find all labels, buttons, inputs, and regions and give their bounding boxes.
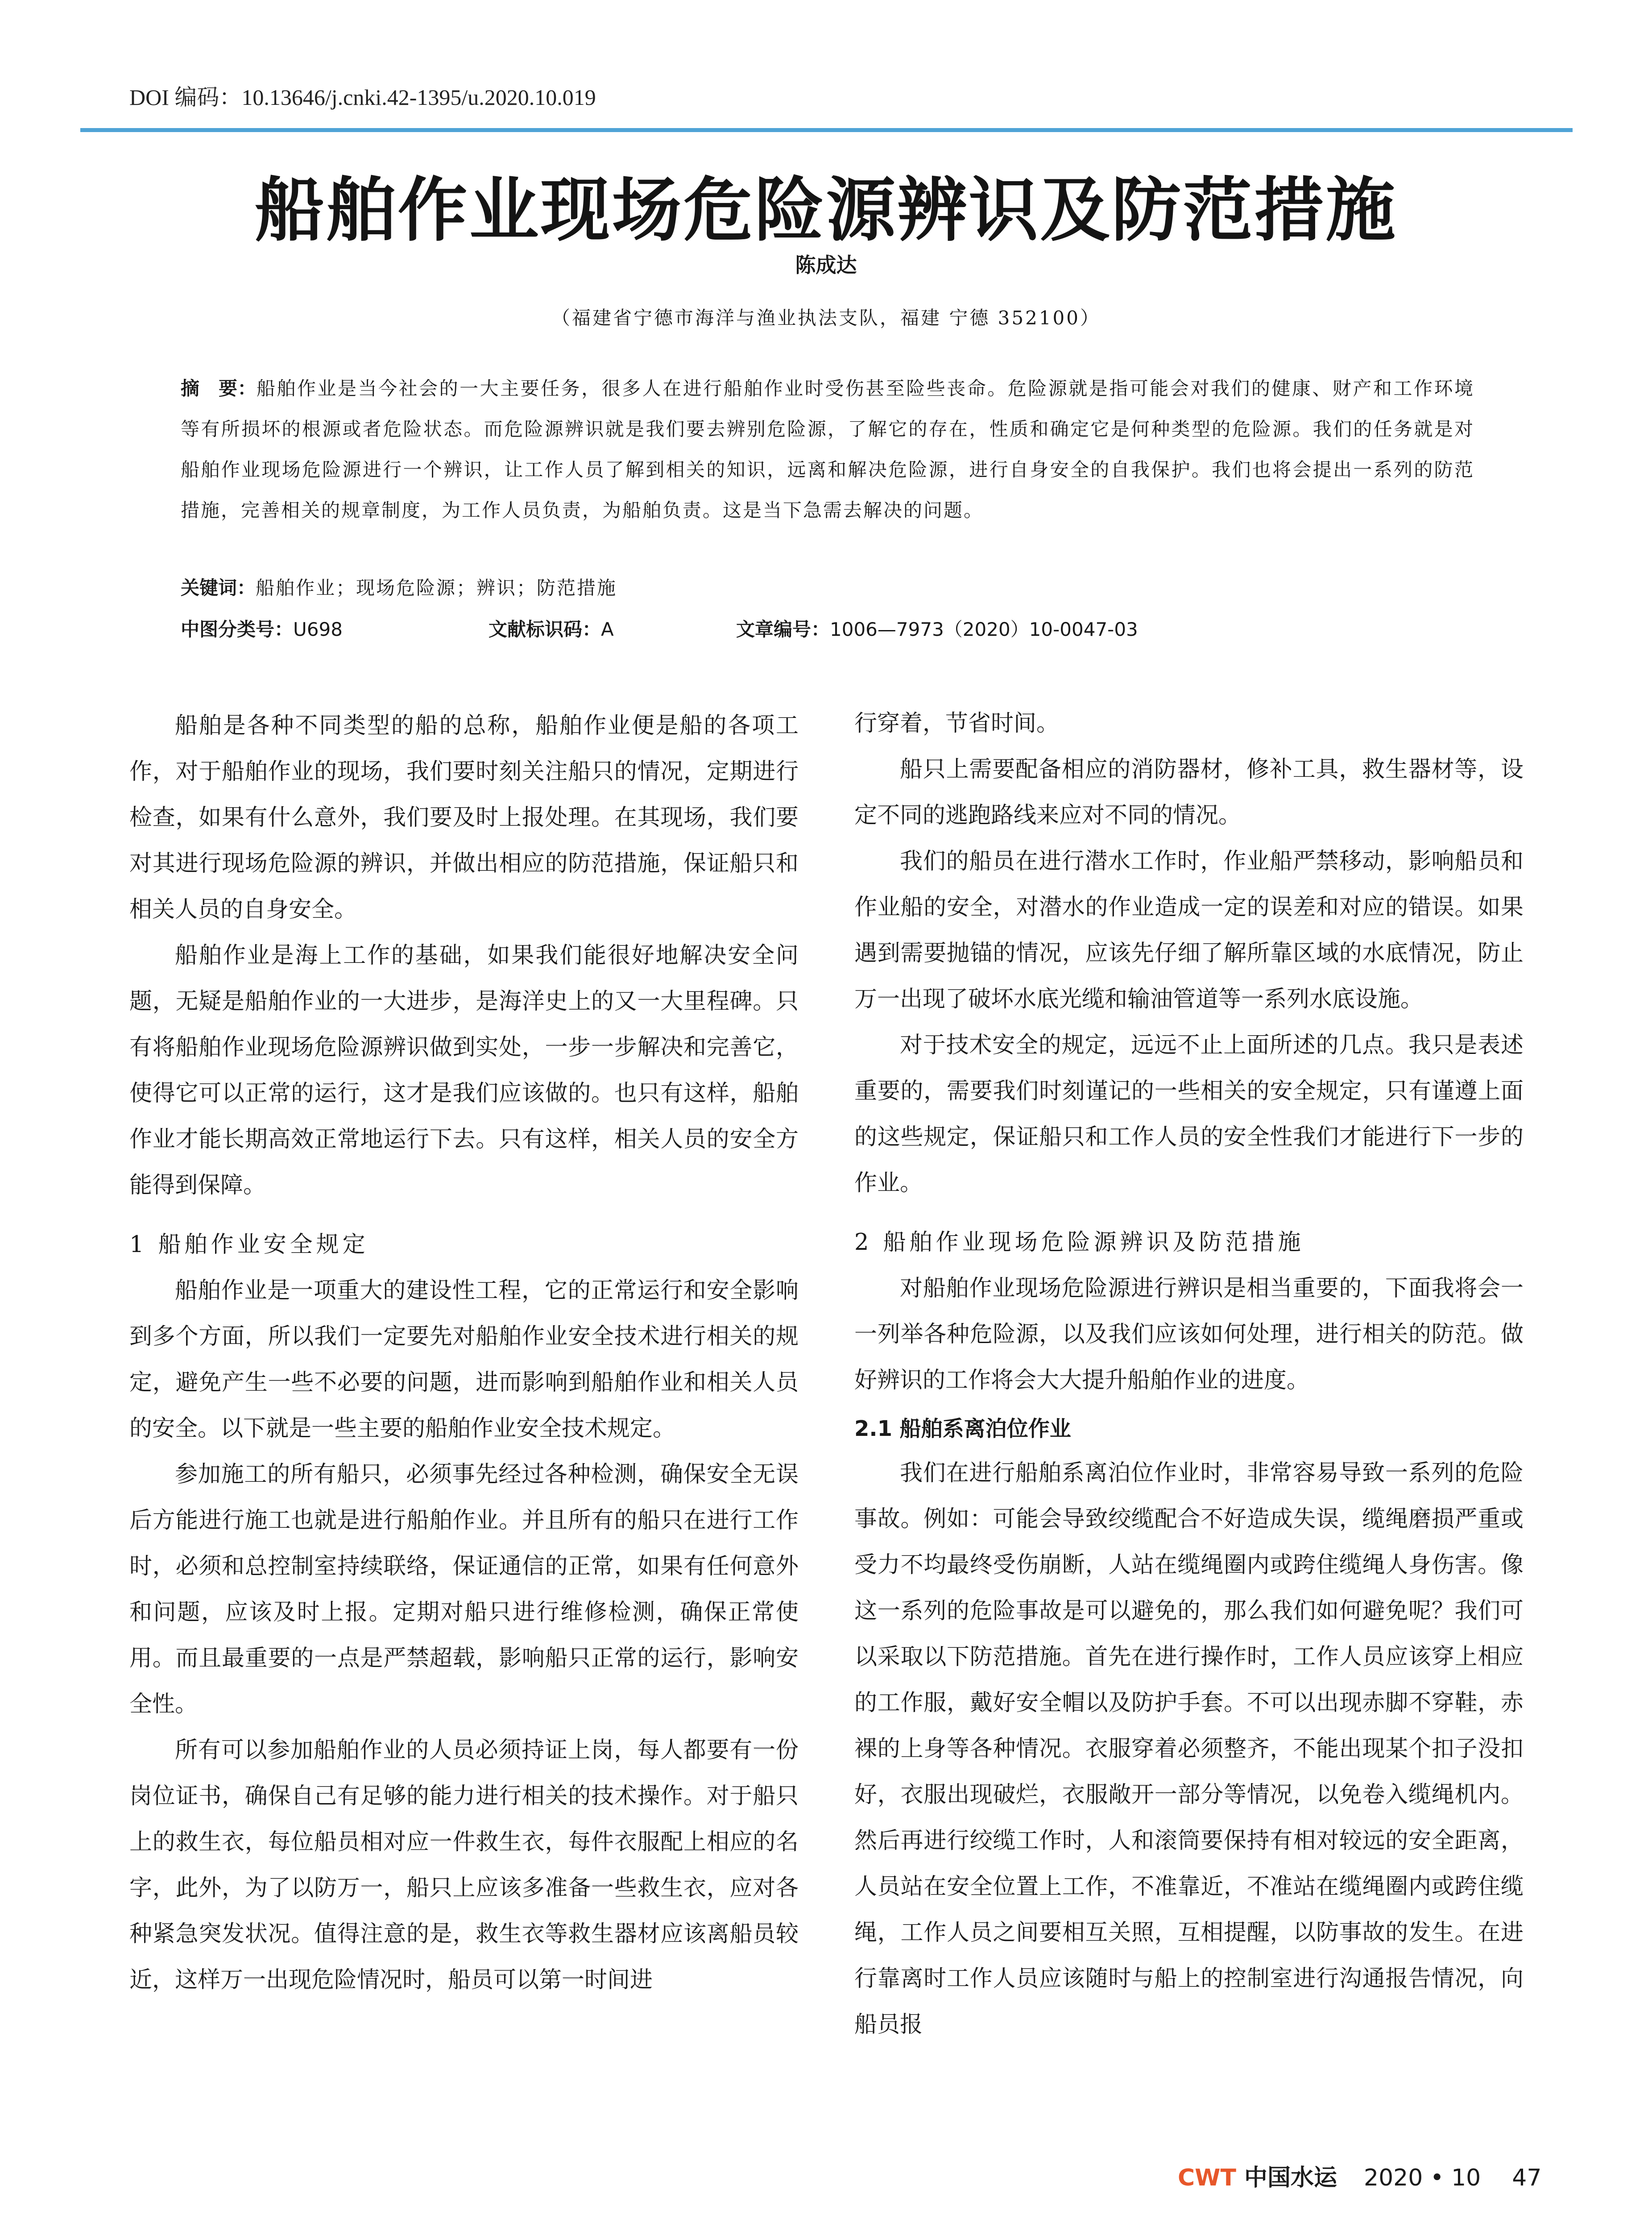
paragraph: 对于技术安全的规定，远远不止上面所述的几点。我只是表述重要的，需要我们时刻谨记的一些相关的安全规定，只有谨遵上面的这些规定，保证船只和工作人员的安全性我们才能进行下一步的作业。: [854, 1032, 1524, 1196]
article-title: 船舶作业现场危险源辨识及防范措施: [255, 170, 1397, 251]
doc-code-label: 文献标识码：: [489, 618, 601, 640]
subsection-heading-2-1: 2.1 船舶系离泊位作业: [854, 1416, 1071, 1441]
section-heading-1: 1 船舶作业安全规定: [129, 1232, 369, 1258]
paragraph: 所有可以参加船舶作业的人员必须持证上岗，每人都要有一份岗位证书，确保自己有足够的能力进行相关的技术操作。对于船只上的救生衣，每位船员相对应一件救生衣，每件衣服配上相应的名字，此外，为了以防万一，船只上应该多准备一些救生衣，应对各种紧急突发状况。值得注意的是，救生衣等救生器材应该离船员较近，这样万一出现危险情况时，船员可以第一时间进: [129, 1737, 799, 1993]
section-heading-2: 2 船舶作业现场危险源辨识及防范措施: [854, 1229, 1304, 1256]
doi-header: DOI 编码：10.13646/j.cnki.42-1395/u.2020.10.019: [129, 85, 596, 110]
paragraph: 船舶是各种不同类型的船的总称，船舶作业便是船的各项工作，对于船舶作业的现场，我们要时刻关注船只的情况，定期进行检查，如果有什么意外，我们要及时上报处理。在其现场，我们要对其进行现场危险源的辨识，并做出相应的防范措施，保证船只和相关人员的自身安全。: [129, 713, 799, 923]
keywords-text: 船舶作业；现场危险源；辨识；防范措施: [256, 577, 617, 599]
paragraph: 我们的船员在进行潜水工作时，作业船严禁移动，影响船员和作业船的安全，对潜水的作业造成一定的误差和对应的错误。如果遇到需要抛锚的情况，应该先仔细了解所靠区域的水底情况，防止万一出现了破坏水底光缆和输油管道等一系列水底设施。: [854, 848, 1524, 1012]
keywords-label: 关键词：: [181, 577, 256, 599]
article-no-field: [736, 615, 1138, 642]
paragraph: 船舶作业是一项重大的建设性工程，它的正常运行和安全影响到多个方面，所以我们一定要先对船舶作业安全技术进行相关的规定，避免产生一些不必要的问题，进而影响到船舶作业和相关人员的安全。以下就是一些主要的船舶作业安全技术规定。: [129, 1277, 799, 1442]
article-author: 陈成达: [795, 253, 857, 277]
author-affiliation: （福建省宁德市海洋与渔业执法支队，福建 宁德 352100）: [551, 307, 1101, 329]
body-column-left: [129, 703, 799, 2003]
paragraph-continued: 行穿着，节省时间。: [854, 710, 1060, 737]
header-rule: [80, 128, 1573, 132]
journal-logo: CWT: [1178, 2165, 1236, 2191]
abstract-text: 船舶作业是当今社会的一大主要任务，很多人在进行船舶作业时受伤甚至险些丧命。危险源就是指可能会对我们的健康、财产和工作环境等有所损坏的根源或者危险状态。而危险源辨识就是我们要去辨别危险源，了解它的存在，性质和确定它是何种类型的危险源。我们的任务就是对船舶作业现场危险源进行一个辨识，让工作人员了解到相关的知识，远离和解决危险源，进行自身安全的自我保护。我们也将会提出一系列的防范措施，完善相关的规章制度，为工作人员负责，为船舶负责。这是当下急需去解决的问题。: [181, 377, 1474, 521]
clc-value: U698: [293, 618, 343, 640]
paragraph: 对船舶作业现场危险源进行辨识是相当重要的，下面我将会一一列举各种危险源，以及我们应该如何处理，进行相关的防范。做好辨识的工作将会大大提升船舶作业的进度。: [854, 1275, 1524, 1393]
paragraph: 船只上需要配备相应的消防器材，修补工具，救生器材等，设定不同的逃跑路线来应对不同的情况。: [854, 756, 1524, 829]
doc-code-field: [489, 615, 614, 642]
issue-number: 2020 • 10: [1364, 2165, 1481, 2191]
body-column-right: [854, 701, 1524, 2048]
abstract-label: 摘 要：: [181, 377, 257, 399]
doc-code-value: A: [601, 618, 614, 640]
article-no-value: 1006—7973（2020）10-0047-03: [830, 618, 1138, 640]
page-number: 47: [1512, 2165, 1542, 2191]
page-footer: [1178, 2159, 1541, 2190]
keywords: [181, 573, 1474, 600]
paragraph: 我们在进行船舶系离泊位作业时，非常容易导致一系列的危险事故。例如：可能会导致绞缆配合不好造成失误，缆绳磨损严重或受力不均最终受伤崩断，人站在缆绳圈内或跨住缆绳人身伤害。像这一系列的危险事故是可以避免的，那么我们如何避免呢？我们可以采取以下防范措施。首先在进行操作时，工作人员应该穿上相应的工作服，戴好安全帽以及防护手套。不可以出现赤脚不穿鞋，赤裸的上身等各种情况。衣服穿着必须整齐，不能出现某个扣子没扣好，衣服出现破烂，衣服敞开一部分等情况，以免卷入缆绳机内。然后再进行绞缆工作时，人和滚筒要保持有相对较远的安全距离，人员站在安全位置上工作，不准靠近，不准站在缆绳圈内或跨住缆绳，工作人员之间要相互关照，互相提醒，以防事故的发生。在进行靠离时工作人员应该随时与船上的控制室进行沟通报告情况，向船员报: [854, 1460, 1524, 2038]
paragraph: 参加施工的所有船只，必须事先经过各种检测，确保安全无误后方能进行施工也就是进行船舶作业。并且所有的船只在进行工作时，必须和总控制室持续联络，保证通信的正常，如果有任何意外和问题，应该及时上报。定期对船只进行维修检测，确保正常使用。而且最重要的一点是严禁超载，影响船只正常的运行，影响安全性。: [129, 1461, 799, 1717]
clc-field: [181, 615, 343, 642]
abstract: [181, 368, 1474, 531]
classification-line: [181, 615, 1519, 642]
journal-name: 中国水运: [1244, 2164, 1337, 2191]
paragraph: 船舶作业是海上工作的基础，如果我们能很好地解决安全问题，无疑是船舶作业的一大进步，是海洋史上的又一大里程碑。只有将船舶作业现场危险源辨识做到实处，一步一步解决和完善它，使得它可以正常的运行，这才是我们应该做的。也只有这样，船舶作业才能长期高效正常地运行下去。只有这样，相关人员的安全方能得到保障。: [129, 942, 799, 1198]
article-no-label: 文章编号：: [736, 618, 830, 640]
clc-label: 中图分类号：: [181, 618, 294, 640]
